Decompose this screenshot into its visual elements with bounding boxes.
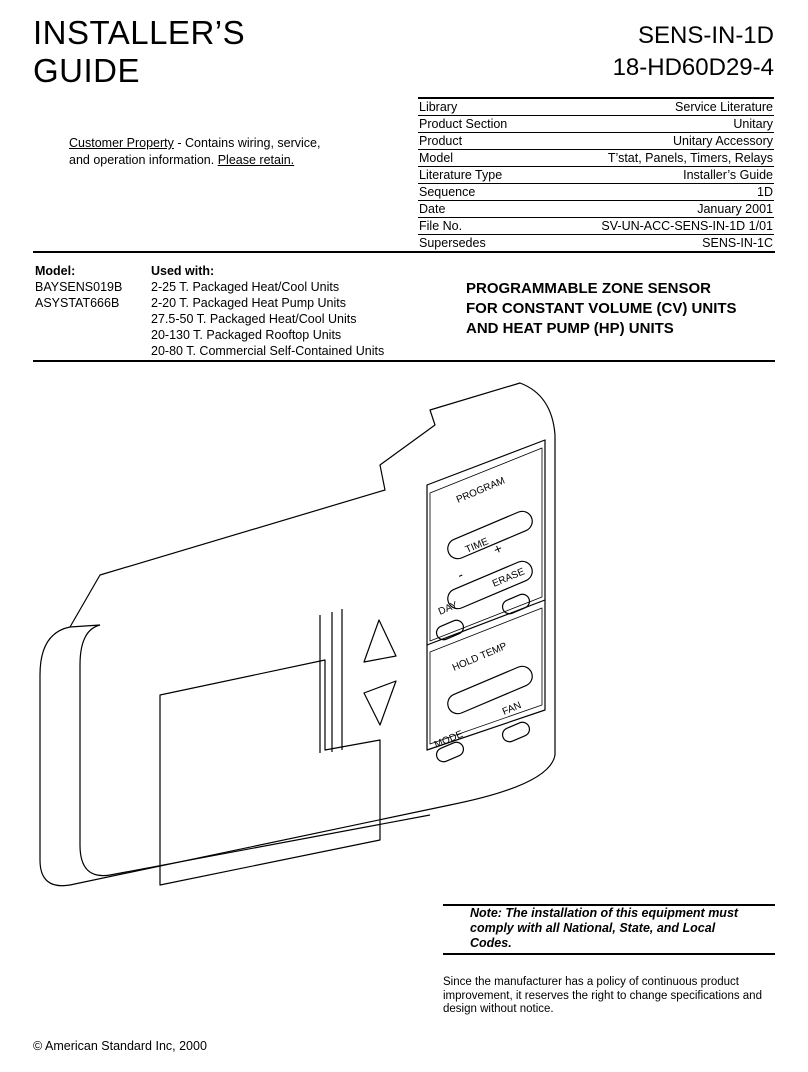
- day-label: DAY: [436, 599, 460, 618]
- product-heading-line-2: FOR CONSTANT VOLUME (CV) UNITS: [466, 300, 737, 317]
- customer-property-label: Customer Property: [69, 136, 174, 150]
- used-with-item: 20-80 T. Commercial Self-Contained Units: [151, 344, 385, 358]
- table-row: [418, 201, 774, 218]
- separator-lines: [320, 609, 342, 753]
- table-label: Sequence: [418, 184, 540, 201]
- table-label: File No.: [418, 218, 540, 235]
- document-title: [33, 14, 245, 90]
- table-label: Literature Type: [418, 167, 540, 184]
- used-with-header: Used with:: [151, 264, 215, 278]
- model-item: BAYSENS019B: [35, 280, 123, 294]
- table-value: Service Literature: [540, 98, 774, 116]
- customer-property-text-1: - Contains wiring, service,: [173, 136, 321, 150]
- model-list: [35, 263, 122, 311]
- divider-top: [33, 251, 775, 253]
- sensor-face-bevel: [80, 625, 430, 876]
- customer-property-text-2: and operation information.: [69, 152, 218, 167]
- table-value: Unitary: [540, 116, 774, 133]
- literature-info-table: [418, 97, 774, 252]
- mode-label: MODE: [432, 728, 465, 751]
- table-value: Installer’s Guide: [540, 167, 774, 184]
- used-with-item: 2-20 T. Packaged Heat Pump Units: [151, 296, 347, 310]
- table-row: [418, 133, 774, 150]
- used-with-item: 2-25 T. Packaged Heat/Cool Units: [151, 280, 340, 294]
- table-label: Product: [418, 133, 540, 150]
- product-heading: [466, 279, 737, 339]
- please-retain: Please retain.: [217, 152, 295, 167]
- table-value: SV-UN-ACC-SENS-IN-1D 1/01: [540, 218, 774, 235]
- note-line-1: Note: The installation of this equipment must: [470, 906, 739, 920]
- minus-label: -: [454, 566, 466, 583]
- sensor-body-outline: [40, 383, 555, 886]
- program-button[interactable]: [445, 508, 536, 562]
- doc-number: 18-HD60D29-4: [612, 54, 774, 81]
- table-value: SENS-IN-1C: [540, 235, 774, 252]
- table-value: T’stat, Panels, Timers, Relays: [540, 150, 774, 167]
- table-row: [418, 167, 774, 184]
- copyright: © American Standard Inc, 2000: [33, 1039, 207, 1053]
- model-item: ASYSTAT666B: [35, 296, 120, 310]
- table-row: [418, 218, 774, 235]
- policy-line-3: design without notice.: [443, 1003, 554, 1015]
- model-header: Model:: [35, 264, 76, 278]
- doc-code: SENS-IN-1D: [637, 22, 774, 49]
- down-arrow-icon: [364, 681, 396, 725]
- table-label: Model: [418, 150, 540, 167]
- policy-line-1: Since the manufacturer has a policy of continuous product: [443, 976, 739, 988]
- product-heading-line-1: PROGRAMMABLE ZONE SENSOR: [466, 280, 712, 297]
- divider-bottom: [33, 360, 775, 362]
- used-with-item: 27.5-50 T. Packaged Heat/Cool Units: [151, 312, 357, 326]
- customer-property-notice: [69, 135, 320, 168]
- zone-sensor-illustration: [30, 375, 570, 895]
- policy-line-2: improvement, it reserves the right to change specifications and: [443, 989, 762, 1002]
- table-label: Date: [418, 201, 540, 218]
- table-label: Library: [418, 98, 540, 116]
- erase-label: ERASE: [490, 566, 527, 590]
- display-window: [160, 660, 380, 885]
- title-line-1: INSTALLER’S: [33, 14, 246, 51]
- used-with-item: 20-130 T. Packaged Rooftop Units: [151, 328, 342, 342]
- note-line-2: comply with all National, State, and Local: [470, 921, 716, 935]
- policy-statement: [443, 976, 778, 1017]
- program-label: PROGRAM: [454, 475, 507, 506]
- table-value: 1D: [540, 184, 774, 201]
- up-arrow-icon: [364, 620, 396, 662]
- table-label: Product Section: [418, 116, 540, 133]
- title-line-2: GUIDE: [33, 52, 141, 89]
- table-label: Supersedes: [418, 235, 540, 252]
- note-line-3: Codes.: [470, 936, 512, 950]
- note-rule-bottom: [443, 953, 775, 955]
- table-row: [418, 116, 774, 133]
- product-heading-line-3: AND HEAT PUMP (HP) UNITS: [466, 320, 674, 337]
- table-row: [418, 150, 774, 167]
- table-value: January 2001: [540, 201, 774, 218]
- day-button[interactable]: [434, 618, 465, 642]
- document-id: [613, 20, 774, 84]
- table-row: [418, 235, 774, 252]
- table-row: [418, 184, 774, 201]
- fan-label: FAN: [500, 700, 524, 718]
- used-with-list: [151, 263, 384, 359]
- plus-label: +: [490, 539, 505, 558]
- hold-temp-label: HOLD TEMP: [450, 640, 509, 674]
- installation-note: [470, 906, 770, 951]
- table-row: [418, 98, 774, 116]
- time-label: TIME: [463, 536, 491, 556]
- erase-button[interactable]: [500, 592, 531, 616]
- table-value: Unitary Accessory: [540, 133, 774, 150]
